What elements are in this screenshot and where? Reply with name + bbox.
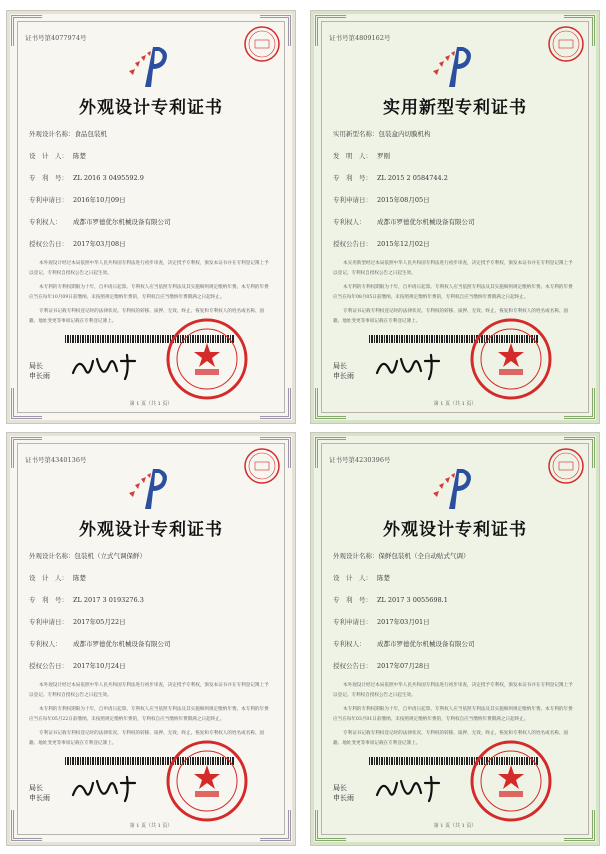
- field-grant-date: 授权公告日： 2017年03月08日: [29, 240, 126, 248]
- field-grant-date: 授权公告日： 2017年07月28日: [333, 662, 430, 670]
- certificate-title: 实用新型专利证书: [383, 98, 527, 118]
- certificate-body-text: 本外观设计经过本局依照中华人民共和国专利法进行初步审查，决定授予专利权，颁发本证书并在专利登记簿上予以登记。专利权自授权公告之日起生效。 本专利的专利权期限为十年，自申请日起算。专利权人应当依照专利法及其实施细则规定缴纳年费。本专利的年费应当在每年10月09日前缴纳。未按照规定缴纳年费的，专利权自应当缴纳年费期满之日起终止。 专利证书记载专利权登记时的法律状况。专利权的转移、质押、无效、终止、恢复和专利权人的姓名或名称、国籍、地址变更等事项记载在专利登记簿上。: [29, 261, 269, 324]
- field-design-name: 外观设计名称：食品包装机: [29, 130, 107, 138]
- field-patentee: 专利权人： 成都市罗德优尔机械设备有限公司: [29, 218, 171, 226]
- patent-office-logo: [125, 41, 177, 93]
- certificate-utility-model: [310, 10, 600, 424]
- small-seal-stamp: [243, 447, 281, 485]
- field-apply-date: 专利申请日： 2015年08月05日: [333, 196, 430, 204]
- certificate-body-text: 本外观设计经过本局依照中华人民共和国专利法进行初步审查，决定授予专利权，颁发本证书并在专利登记簿上予以登记。专利权自授权公告之日起生效。 本专利的专利权期限为十年，自申请日起算。专利权人应当依照专利法及其实施细则规定缴纳年费。本专利的年费应当在每年03月01日前缴纳。未按照规定缴纳年费的，专利权自应当缴纳年费期满之日起终止。 专利证书记载专利权登记时的法律状况。专利权的转移、质押、无效、终止、恢复和专利权人的姓名或名称、国籍、地址变更等事项记载在专利登记簿上。: [333, 683, 573, 746]
- official-seal-stamp: [469, 317, 553, 401]
- page-number: 第 1 页（共 1 页）: [129, 401, 173, 407]
- field-apply-date: 专利申请日： 2017年05月22日: [29, 618, 126, 626]
- director-signature: [373, 773, 443, 805]
- field-designer: 设 计 人： 陈楚: [29, 574, 86, 582]
- certificate-number: 证书号第4340136号: [25, 456, 87, 464]
- certificate-body-text: 本外观设计经过本局依照中华人民共和国专利法进行初步审查，决定授予专利权，颁发本证书并在专利登记簿上予以登记。专利权自授权公告之日起生效。 本专利的专利权期限为十年，自申请日起算。专利权人应当依照专利法及其实施细则规定缴纳年费。本专利的年费应当在每年05月22日前缴纳。未按照规定缴纳年费的，专利权自应当缴纳年费期满之日起终止。 专利证书记载专利权登记时的法律状况。专利权的转移、质押、无效、终止、恢复和专利权人的姓名或名称、国籍、地址变更等事项记载在专利登记簿上。: [29, 683, 269, 746]
- certificate-design-3: [310, 432, 600, 846]
- certificate-title: 外观设计专利证书: [383, 520, 527, 540]
- director-block: 局长 申长雨: [333, 362, 354, 380]
- field-apply-date: 专利申请日： 2017年03月01日: [333, 618, 430, 626]
- field-designer: 设 计 人： 陈楚: [29, 152, 86, 160]
- director-block: 局长 申长雨: [29, 784, 50, 802]
- small-seal-stamp: [547, 25, 585, 63]
- page-number: 第 1 页（共 1 页）: [433, 401, 477, 407]
- field-inventor: 发 明 人： 罗刚: [333, 152, 390, 160]
- field-patentee: 专利权人： 成都市罗德优尔机械设备有限公司: [333, 640, 475, 648]
- field-patent-number: 专 利 号： ZL 2016 3 0495592.9: [29, 174, 144, 182]
- certificate-number: 证书号第4230396号: [329, 456, 391, 464]
- official-seal-stamp: [165, 739, 249, 823]
- field-design-name: 外观设计名称：包装机（立式气调保鲜）: [29, 552, 146, 560]
- director-signature: [69, 351, 139, 383]
- official-seal-stamp: [165, 317, 249, 401]
- certificate-design-1: [6, 10, 296, 424]
- certificate-fields: [29, 551, 273, 683]
- certificate-title: 外观设计专利证书: [79, 98, 223, 118]
- page-number: 第 1 页（共 1 页）: [129, 823, 173, 829]
- official-seal-stamp: [469, 739, 553, 823]
- field-patent-number: 专 利 号： ZL 2015 2 0584744.2: [333, 174, 448, 182]
- certificate-fields: [29, 129, 273, 261]
- director-block: 局长 申长雨: [29, 362, 50, 380]
- field-utility-name: 实用新型名称：包装盒内切膜机构: [333, 130, 431, 138]
- small-seal-stamp: [547, 447, 585, 485]
- director-block: 局长 申长雨: [333, 784, 354, 802]
- certificate-number: 证书号第4077974号: [25, 34, 87, 42]
- certificate-design-2: [6, 432, 296, 846]
- page-number: 第 1 页（共 1 页）: [433, 823, 477, 829]
- director-signature: [69, 773, 139, 805]
- certificate-fields: [333, 129, 577, 261]
- field-grant-date: 授权公告日： 2017年10月24日: [29, 662, 126, 670]
- certificate-title: 外观设计专利证书: [79, 520, 223, 540]
- field-patentee: 专利权人： 成都市罗德优尔机械设备有限公司: [333, 218, 475, 226]
- field-grant-date: 授权公告日： 2015年12月02日: [333, 240, 430, 248]
- field-apply-date: 专利申请日： 2016年10月09日: [29, 196, 126, 204]
- director-signature: [373, 351, 443, 383]
- patent-office-logo: [429, 463, 481, 515]
- certificate-body-text: 本实用新型经过本局依照中华人民共和国专利法进行初步审查，决定授予专利权，颁发本证书并在专利登记簿上予以登记。专利权自授权公告之日起生效。 本专利的专利权期限为十年，自申请日起算。专利权人应当依照专利法及其实施细则规定缴纳年费。本专利的年费应当在每年08月05日前缴纳。未按照规定缴纳年费的，专利权自应当缴纳年费期满之日起终止。 专利证书记载专利权登记时的法律状况。专利权的转移、质押、无效、终止、恢复和专利权人的姓名或名称、国籍、地址变更等事项记载在专利登记簿上。: [333, 261, 573, 324]
- certificate-number: 证书号第4809162号: [329, 34, 391, 42]
- small-seal-stamp: [243, 25, 281, 63]
- patent-office-logo: [125, 463, 177, 515]
- field-patent-number: 专 利 号： ZL 2017 3 0193276.3: [29, 596, 144, 604]
- patent-office-logo: [429, 41, 481, 93]
- certificate-fields: [333, 551, 577, 683]
- field-patent-number: 专 利 号： ZL 2017 3 0055698.1: [333, 596, 448, 604]
- field-patentee: 专利权人： 成都市罗德优尔机械设备有限公司: [29, 640, 171, 648]
- field-designer: 设 计 人： 陈楚: [333, 574, 390, 582]
- field-design-name: 外观设计名称：保鲜包装机（全自动贴式气调）: [333, 552, 470, 560]
